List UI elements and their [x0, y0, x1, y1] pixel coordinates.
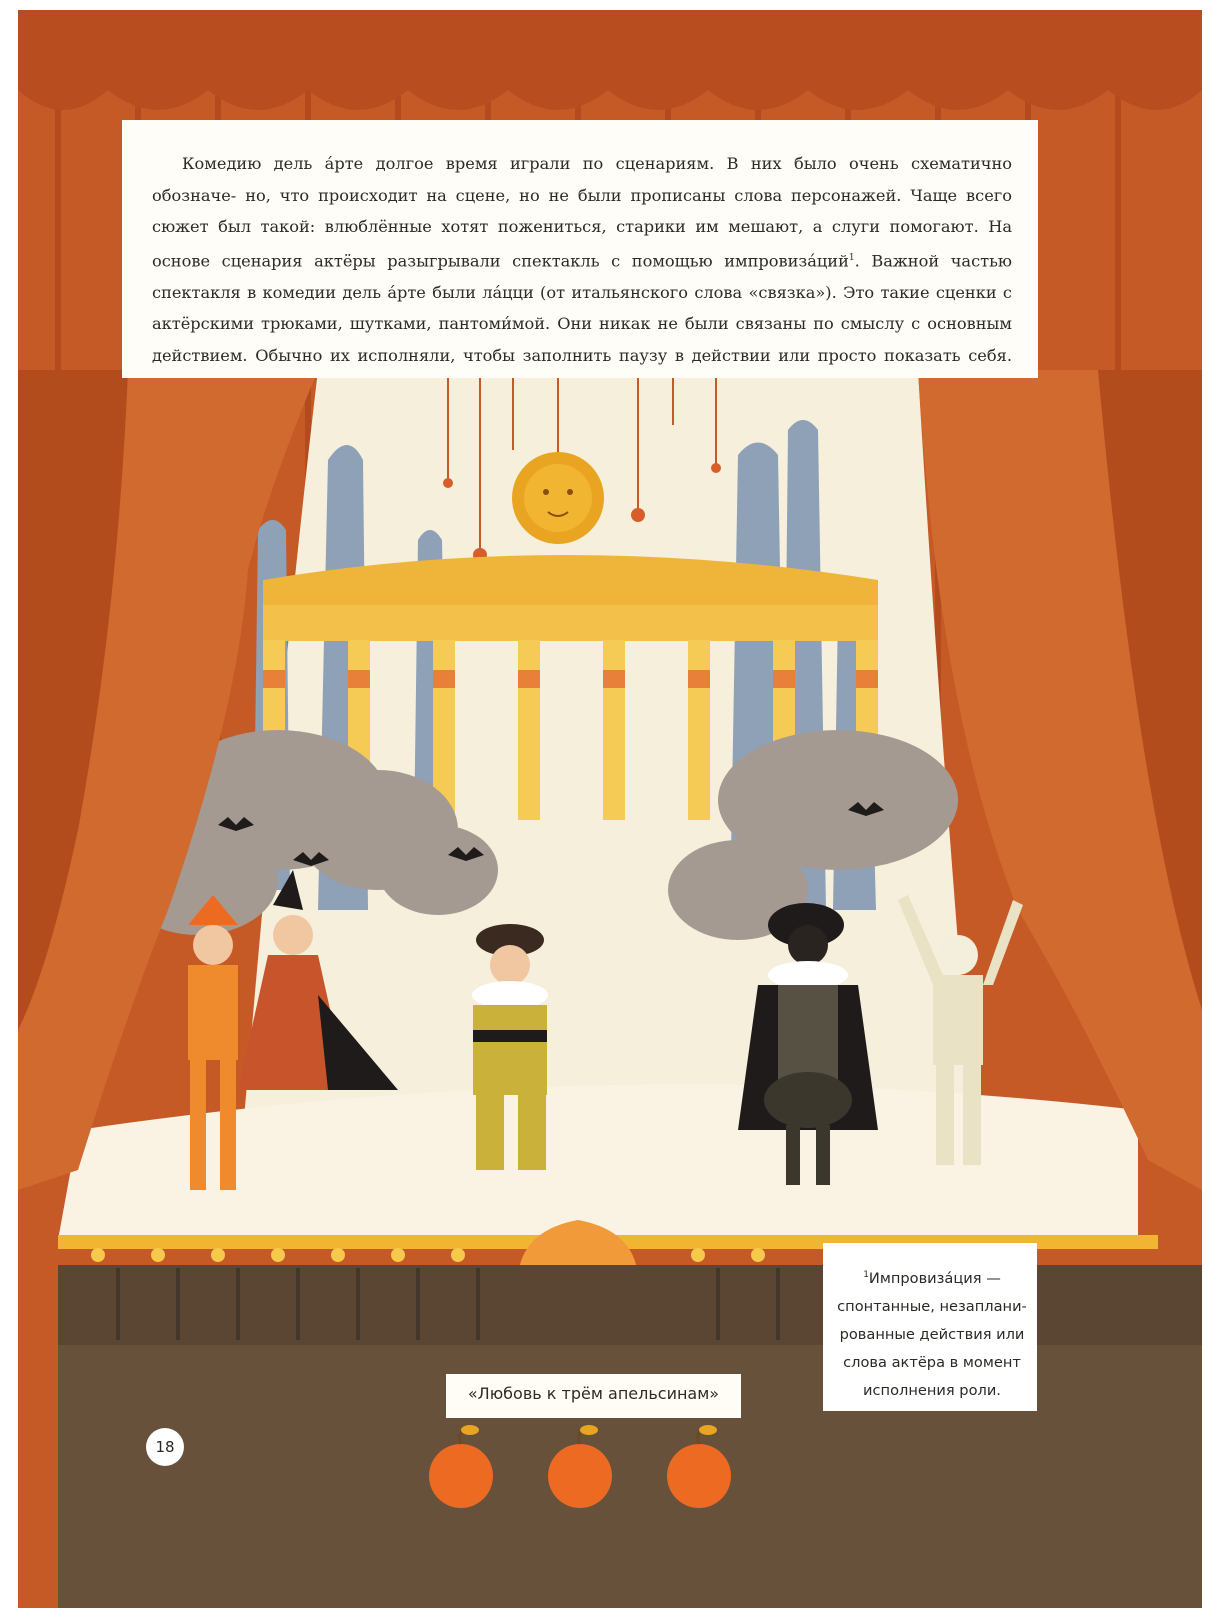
footnote-text: $^1$Импровиза́ция — спонтанные, незаплани- рованные действия или слова актёра в момент исполнения роли. [837, 1269, 1027, 1399]
book-page [18, 10, 1202, 1608]
main-paragraph: Комедию дель а́рте долгое время играли по сценариям. В них было очень схематично обозначе- но, что происходит на сцене, но не были прописаны слова персонажей. Чаще всего сюжет был такой: влюблённые хотят пожениться, старики им мешают, а слуги помогают. На основе сценария актёры разыгрывали спектакль с помощью импровиза́ций$^1$. Важной частью спектакля в комедии дель а́рте были ла́цци (от итальянского слова «связка»). Это такие сценки с актёрскими трюками, шутками, пантоми́мой. Они никак не были связаны по смыслу с основным действием. Обычно их исполняли, чтобы заполнить паузу в действии или просто показать себя. [152, 154, 1013, 365]
footnote-marker: 1 [848, 252, 855, 263]
sun-decoration [512, 452, 604, 544]
footnote-box [823, 1243, 1037, 1411]
illustration-caption: «Любовь к трём апельсинам» [446, 1374, 741, 1418]
page-number: 18 [146, 1428, 184, 1466]
main-text-card [122, 120, 1038, 378]
